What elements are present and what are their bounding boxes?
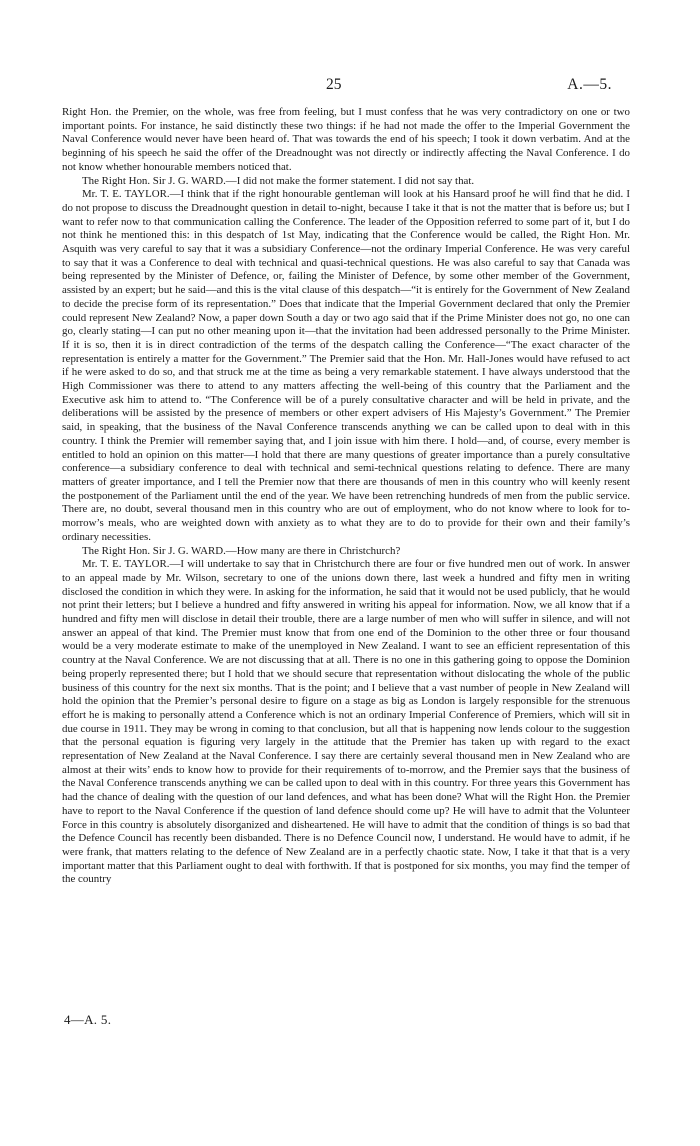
footer-signature: 4—A. 5. [64, 1012, 112, 1027]
paragraph-continuation: Right Hon. the Premier, on the whole, was free from feeling, but I must confess that he was very contradictory on one or two important points. For instance, he said distinctly these two things: if he had not made the offer to the Imperial Government the Naval Conference would never have been heard of. That was towards the end of his speech; I took it down verbatim. And at the beginning of his speech he said the offer of the Dreadnought was not directly or indirectly affecting the Naval Conference. I do not know whether honourable members noticed that. [62, 106, 630, 173]
page-header [0, 76, 700, 100]
document-reference: A.—5. [567, 76, 612, 93]
paragraph-taylor-reply: Mr. T. E. TAYLOR.—I will undertake to say that in Christchurch there are four or five hundred men out of work. In answer to an appeal made by Mr. Wilson, secretary to one of the unions down there, last week a hundred and fifty men in writing disclosed the condition in which they were. In asking for the information, he said that it would not be used publicly, that he would not print their letters; but I believe a hundred and fifty answered in writing his appeal for information. Now, we all know that if a hundred and fifty men will disclose in detail their trouble, there are a large number of men who will suffer in silence, and will not answer an appeal of that kind. The Premier must know that from one end of the Dominion to the other three or four thousand would be a very moderate estimate to make of the unemployed in New Zealand. I want to see an efficient representation of this country at the Naval Conference. We are not discussing that at all. There is no one in this gathering going to oppose the Dominion being properly represented there; but I hold that we should secure that representation without dislocating the whole of the public business of this country for the next six months. That is the point; and I believe that a vast number of people in New Zealand will hold the opinion that the Premier’s personal desire to figure on a stage as big as London is largely responsible for the strenuous effort he is making to personally attend a Conference which is not an ordinary Imperial Conference of Premiers, which will sit in due course in 1911. They may be wrong in coming to that conclusion, but all that is happening now lends colour to the suggestion that the personal equation is figuring very largely in the attitude that the Premier has taken up with regard to the exact representation of New Zealand at the Naval Conference. I say there are certainly several thousand men in New Zealand who are almost at their wits’ ends to know how to provide for their requirements of to-morrow, and the Premier says that the business of the Naval Conference transcends anything we can be called upon to deal with in this country. For three years this Government has had the chance of dealing with the question of our land defences, and what has been done? What will the Right Hon. the Premier have to report to the Naval Conference if the question of land defence should come up? He will have to admit that the Volunteer Force in this country is absolutely disorganized and disheartened. He will have to admit that the condition of things is so bad that the Defence Council has recently been disbanded. There is no Defence Council now, I understand. He would have to admit, if he were frank, that matters relating to the defence of New Zealand are in a perfectly chaotic state. Now, I take it that that is a very important matter that this Parliament ought to deal with forthwith. If that is postponed for six months, you may find the temper of the country [62, 558, 630, 886]
body-text [62, 106, 630, 887]
paragraph-taylor-speech: Mr. T. E. TAYLOR.—I think that if the right honourable gentleman will look at his Hansard proof he will find that he did. I do not propose to discuss the Dreadnought question in detail to-night, because I take it that is not the matter that is before us; but I want to refer now to that communication calling the Conference. The leader of the Opposition referred to some part of it, but I do not think he mentioned this: in this despatch of 1st May, indicating that the Conference would be called, the Right Hon. Mr. Asquith was very careful to say that it was a subsidiary Conference—not the ordinary Imperial Conference. He was very careful to say that it was a Conference to deal with technical and quasi-technical questions. He was also careful to say that Canada was being represented by the Minister of Defence, or, failing the Minister of Defence, by some other member of the Government, assisted by an expert; but he said—and this is the vital clause of this despatch—“it is entirely for the Government of New Zealand to decide the precise form of its representation.” Does that indicate that the Imperial Government declared that only the Premier could represent New Zealand? Now, a paper down South a day or two ago said that if the Prime Minister does not go, no one can go, clearly stating—I can put no other meaning upon it—that the invitation had been addressed personally to the Prime Minister. If it is so, then it is in direct contradiction of the terms of the despatch calling the Conference—“The exact character of the representation is entirely a matter for the Government.” The Premier said that the Hon. Mr. Hall-Jones would have refused to act if he were asked to do so, and that struck me at the time as being a very remarkable statement. I have always understood that the High Commissioner was there to attend to any matters affecting the well-being of this country that the Parliament and the Executive ask him to attend to. “The Conference will be of a purely consultative character and will be held in private, and the deliberations will be assisted by the presence of members or other expert advisers of His Majesty’s Government.” The Premier said, in speaking, that the business of the Naval Conference transcends anything we can be called upon to deal with in this country. I think the Premier will remember saying that, and I join issue with him there. I hold—and, of course, every member is entitled to hold an opinion on this matter—I hold that there are many questions of greater importance than a purely consultative conference—a subsidiary conference to deal with technical and semi-technical questions relating to defence. There are many matters of greater importance, and I tell the Premier now that there are thousands of men in this country who will keenly resent the postponement of the Parliament until the end of the year. We have been retrenching hundreds of men from the public service. There are, no doubt, several thousand men in this country who are out of employment, who do not know where to look for to-morrow’s meals, who are weighted down with anxiety as to what they are to do to provide for their own and their family’s ordinary necessities. [62, 188, 630, 543]
paragraph-ward-question: The Right Hon. Sir J. G. WARD.—How many are there in Christchurch? [82, 544, 401, 557]
paragraph-ward-interjection: The Right Hon. Sir J. G. WARD.—I did not make the former statement. I did not say that. [82, 174, 475, 187]
page-number: 25 [326, 76, 342, 93]
